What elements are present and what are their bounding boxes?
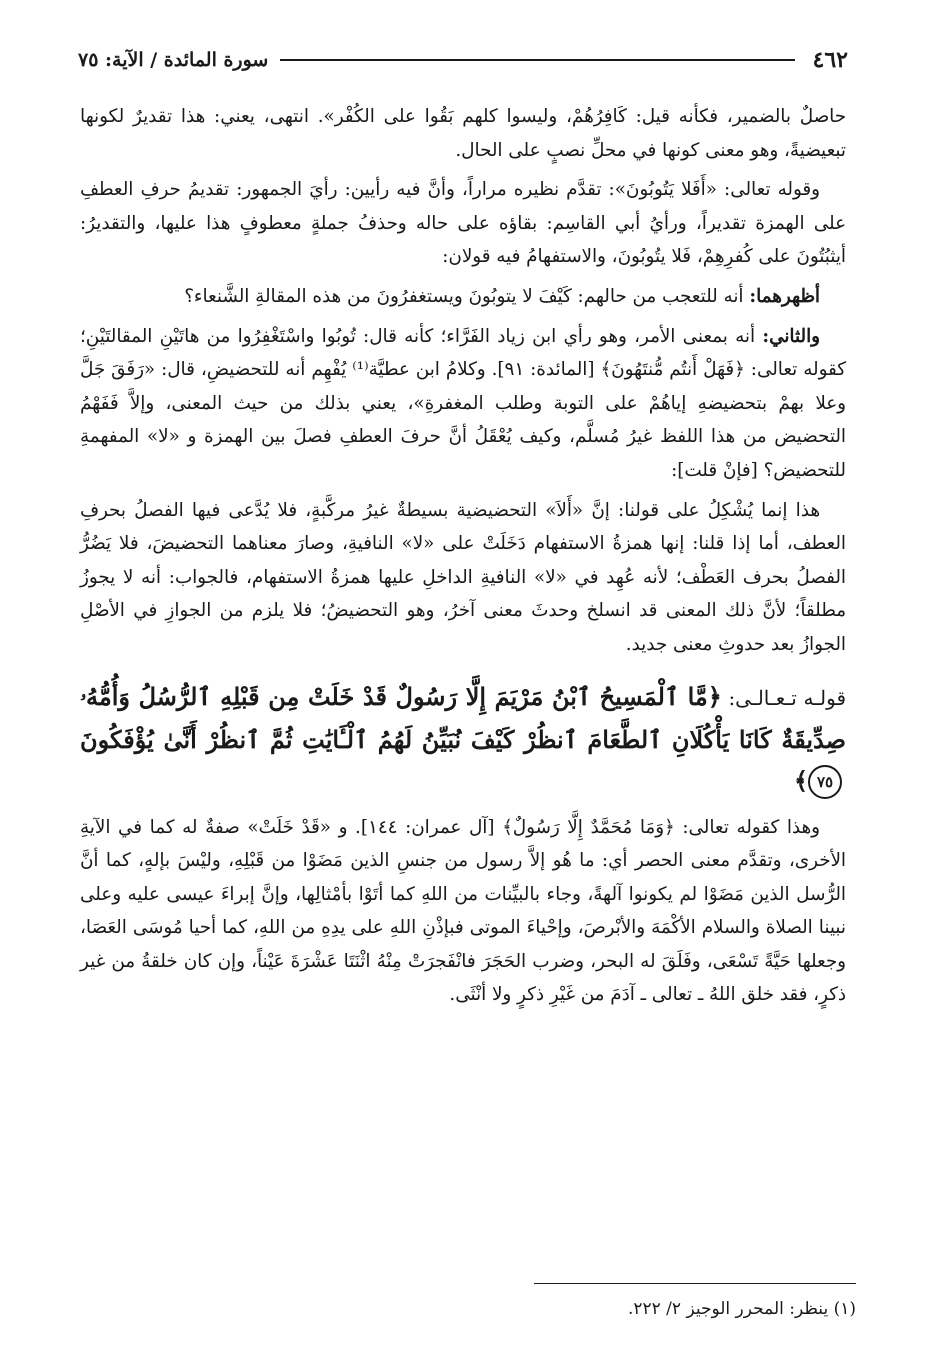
opinion-second: [80, 320, 846, 488]
verse-number-badge: ٧٥: [808, 765, 842, 799]
paragraph: وهذا كقوله تعالى: ﴿وَمَا مُحَمَّدٌ إِلَّا رَسُولٌ﴾ [آل عمران: ١٤٤]. و «قَدْ خَلَتْ» صفةٌ له كما في الآيةِ الأخرى، وتقدَّم معنى الحصر أي: ما هُو إلاَّ رسول من جنسِ الذين مَضَوْا من قَبْلِهِ، وليْسَ بإلهٍ، كما أنَّ الرُّسل الذين مَضَوْا لم يكونوا آلهةً، وجاء بالبيِّنات من اللهِ كما أتَوْا بأمْثالِها، وإنَّ إبراءَ عيسى عليه وعلى نبينا الصلاة والسلام الأكْمَهَ والأبْرصَ، وإحْياءَ الموتى فبإذْنِ اللهِ على يدِهِ من اللهِ، كما أحيا مُوسَى العَصَا، وجعلها حَيَّةً تَسْعَى، وفَلَقَ له البحر، وضرب الحَجَرَ فانْفَجرَتْ مِنْهُ اثْنَتَا عَشْرَةَ عَيْناً، وإن كان خلقةُ من غير ذكرٍ، فقد خلق اللهُ ـ تعالى ـ آدَمَ من غَيْرِ ذكرٍ ولا أنْثَى.: [80, 816, 846, 1006]
opinion-text: أنه للتعجب من حالهم: كَيْفَ لا يتوبُونَ ويستغفرُونَ من هذه المقالةِ الشَّنعاء؟: [184, 285, 750, 307]
verse-intro: قولـه تـعـالـى:: [721, 685, 847, 710]
paragraph: حاصلٌ بالضمير، فكأنه قيل: كَافِرُهُمْ، وليسوا كلهم بَقُوا على الكُفْر». انتهى، يعني: هذا تقديرٌ لكونها تبعيضيةً، وهو معنى كونها في محلِّ نصبٍ على الحال.: [80, 106, 846, 161]
footnote: (١) ينظر: المحرر الوجيز ٢/ ٢٢٢.: [627, 1299, 856, 1319]
opinion-label: أظهرهما:: [749, 285, 820, 307]
surah-verse-title: سورة المائدة / الآية: ٧٥: [78, 49, 269, 71]
verse-close-bracket: ﴾: [793, 765, 808, 795]
page-header: [78, 42, 848, 78]
header-rule: [280, 59, 794, 61]
verse-line: [80, 676, 846, 801]
paragraph: وقوله تعالى: «أَفَلا يَتُوبُونَ»: تقدَّم نظيره مراراً، وأنَّ فيه رأيين: رأيَ الجمهور: تقديمُ حرفِ العطفِ على الهمزة تقديراً، ورأيُ أبي القاسِم: بقاؤه على حاله وحذفُ جملةٍ معطوفٍ هذا عليها، والتقديرُ: أيثبُتُونَ على كُفرِهِمْ، فَلا يتُوبُونَ، والاستفهامُ فيه قولان:: [80, 179, 846, 268]
page-number: ٤٦٢: [812, 47, 848, 73]
footnote-rule: [534, 1283, 856, 1284]
paragraph: هذا إنما يُشْكِلُ على قولنا: إنَّ «أَلاَ» التحضيضية بسيطةٌ غيرُ مركَّبةٍ، فلا يُدَّعى فيها الفصلُ بحرفِ العطف، أما إذا قلنا: إنها همزةُ الاستفهام دَخَلَتْ على «لا» النافيةِ، وصارَ معناهما التحضيضَ، فلا يَضُرُّ الفصلُ بحرف العَطْف؛ لأنه عُهِد في «لا» النافيةِ الداخلِ عليها همزةُ الاستفهام، فالجواب: أنه لا يجوزُ مطلقاً؛ لأنَّ ذلك المعنى قد انسلخ وحدثَ معنى آخرُ، وهو التحضيضُ؛ فلا يلزم من الجوازِ في الأصْلِ الجوازُ بعد حدوثِ معنى جديد.: [80, 499, 846, 655]
quran-verse: [80, 676, 846, 801]
opinion-label: والثاني:: [762, 325, 820, 347]
main-text: [80, 100, 846, 1018]
verse-text: ﴿مَّا ٱلْمَسِيحُ ٱبْنُ مَرْيَمَ إِلَّا رَسُولٌ قَدْ خَلَتْ مِن قَبْلِهِ ٱلرُّسُلُ وَأُمُّهُۥ صِدِّيقَةٌ كَانَا يَأْكُلَانِ ٱلطَّعَامَ ٱنظُرْ كَيْفَ نُبَيِّنُ لَهُمُ ٱلْـَٔايَٰتِ ثُمَّ ٱنظُرْ أَنَّىٰ يُؤْفَكُونَ: [80, 681, 846, 754]
opinion-text: أنه بمعنى الأمر، وهو رأي ابن زياد الفَرَّاء؛ كأنه قال: تُوبُوا واسْتَغْفِرُوا من هاتَيْنِ المقالتَيْنِ؛ كقوله تعالى: ﴿فَهَلْ أَنتُم مُّنتَهُونَ﴾ [المائدة: ٩١]. وكلامُ ابن عطيَّة⁽¹⁾ يُفْهِم أنه للتحضيضِ، قال: «رَفَقَ جَلَّ وعلا بهمْ بتحضيضهِ إياهُمْ على التوبة وطلب المغفرةِ»، يعني بذلك من حيث المعنى، وإلاَّ فَفَهْمُ التحضيض من هذا اللفظ غيرُ مُسلَّم، وكيف يُعْقَلُ أنَّ حرفَ العطفِ فصلَ بين الهمزة و «لا» المفهمةِ للتحضيض؟ [فإنْ قلت]:: [80, 325, 846, 481]
opinion-first: [80, 280, 846, 314]
